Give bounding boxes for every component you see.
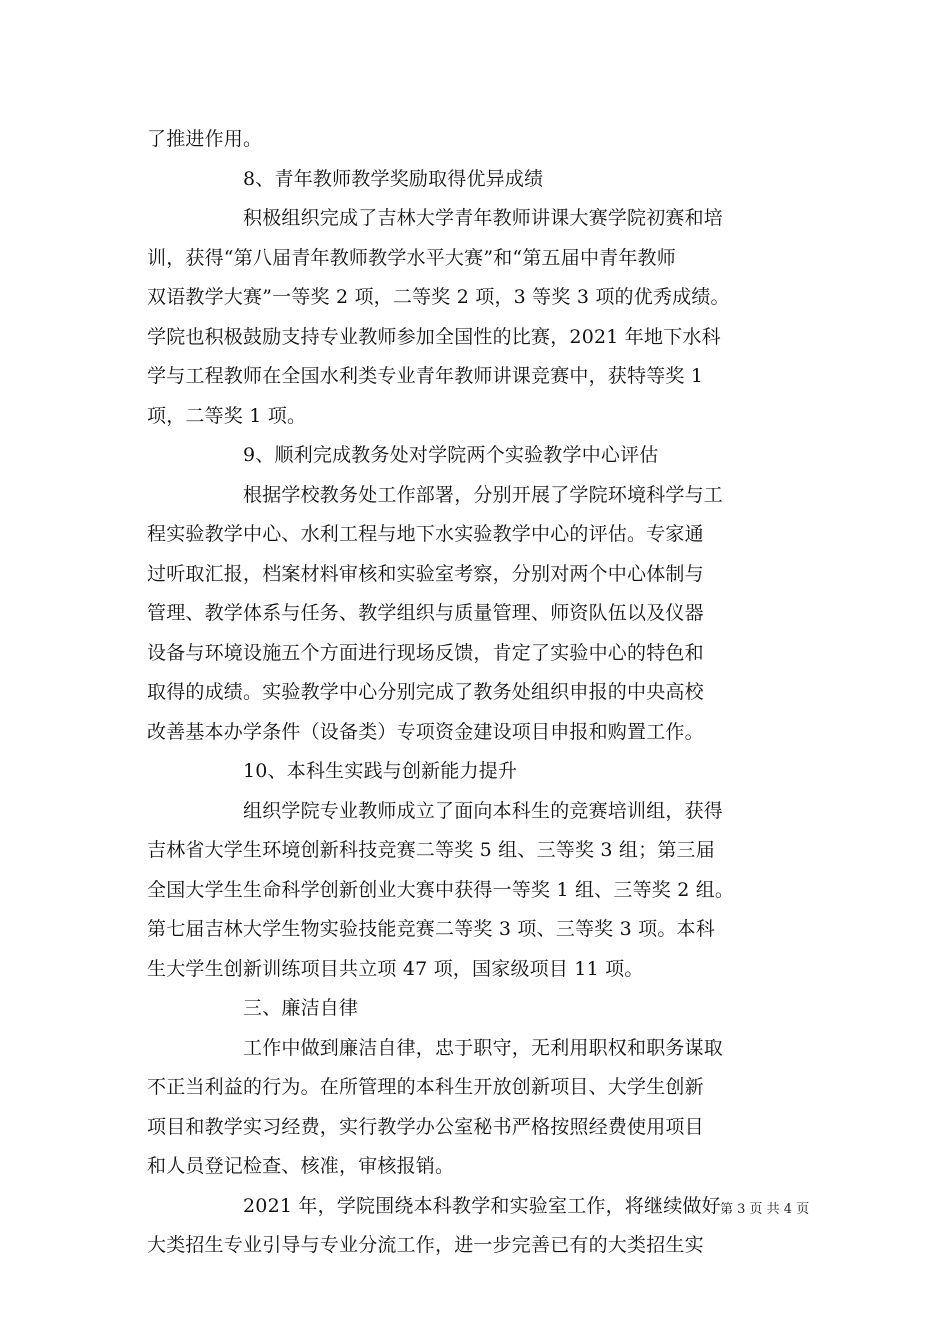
text-line: 吉林省大学生环境创新科技竞赛二等奖 5 组、三等奖 3 组；第三届 [147, 839, 715, 861]
text-line: 取得的成绩。实验教学中心分别完成了教务处组织申报的中央高校 [147, 681, 704, 703]
text-line: 9、顺利完成教务处对学院两个实验教学中心评估 [243, 444, 659, 466]
text-line: 工作中做到廉洁自律，忠于职守，无利用职权和职务谋取 [243, 1036, 724, 1059]
text-line: 第七届吉林大学生物实验技能竞赛二等奖 3 项、三等奖 3 项。本科 [147, 918, 715, 940]
text-line: 不正当利益的行为。在所管理的本科生开放创新项目、大学生创新 [147, 1076, 704, 1098]
text-line: 程实验教学中心、水利工程与地下水实验教学中心的评估。专家通 [147, 523, 704, 545]
text-line: 生大学生创新训练项目共立项 47 项，国家级项目 11 项。 [147, 957, 644, 980]
text-line: 根据学校教务处工作部署，分别开展了学院环境科学与工 [243, 483, 724, 506]
text-line: 双语教学大赛”一等奖 2 项，二等奖 2 项，3 等奖 3 项的优秀成绩。 [147, 286, 730, 308]
text-line: 训，获得“第八届青年教师教学水平大赛”和“第五届中青年教师 [147, 246, 676, 269]
text-line: 和人员登记检查、核准，审核报销。 [147, 1155, 455, 1177]
text-line: 设备与环境设施五个方面进行现场反馈，肯定了实验中心的特色和 [147, 641, 704, 664]
text-line: 项目和教学实习经费，实行教学办公室秘书严格按照经费使用项目 [147, 1115, 704, 1138]
text-line: 项，二等奖 1 项。 [147, 404, 307, 427]
text-line: 大类招生专业引导与专业分流工作，进一步完善已有的大类招生实 [147, 1234, 704, 1256]
text-line: 全国大学生生命科学创新创业大赛中获得一等奖 1 组、三等奖 2 组。 [147, 878, 735, 901]
text-line: 管理、教学体系与任务、教学组织与质量管理、师资队伍以及仪器 [147, 602, 704, 624]
text-line: 学院也积极鼓励支持专业教师参加全国性的比赛，2021 年地下水科 [147, 325, 721, 348]
text-line: 了推进作用。 [147, 128, 263, 150]
text-line: 三、廉洁自律 [243, 997, 359, 1019]
text-line: 2021 年，学院围绕本科教学和实验室工作，将继续做好 [243, 1194, 721, 1217]
text-line: 学与工程教师在全国水利类专业青年教师讲课竞赛中，获特等奖 1 [147, 365, 704, 387]
text-line: 改善基本办学条件（设备类）专项资金建设项目申报和购置工作。 [147, 720, 704, 743]
text-line: 10、本科生实践与创新能力提升 [243, 760, 518, 782]
page-number: 第 3 页 共 4 页 [720, 1202, 810, 1217]
text-line: 8、青年教师教学奖励取得优异成绩 [243, 167, 544, 190]
document-body [147, 120, 807, 1266]
text-line: 积极组织完成了吉林大学青年教师讲课大赛学院初赛和培 [243, 207, 724, 229]
text-line: 过听取汇报，档案材料审核和实验室考察，分别对两个中心体制与 [147, 562, 704, 585]
text-line: 组织学院专业教师成立了面向本科生的竞赛培训组，获得 [243, 799, 724, 822]
